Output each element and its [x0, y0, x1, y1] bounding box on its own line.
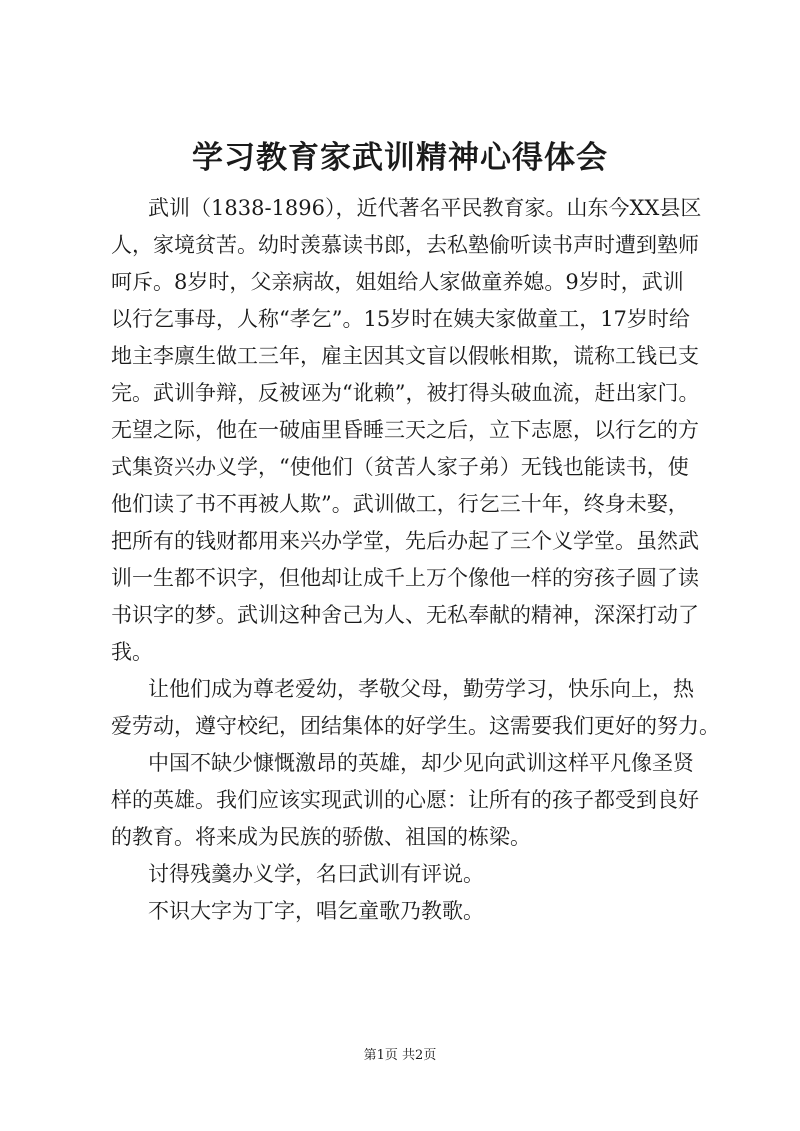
text-line: 讨得残羹办义学，名曰武训有评说。 — [148, 862, 484, 886]
text-line: 不识大字为丁字，唱乞童歌乃教歌。 — [148, 899, 484, 923]
text-line: 无望之际，他在一破庙里昏睡三天之后，立下志愿，以行乞的方 — [111, 418, 699, 442]
page-footer: 第1页 共2页 — [363, 1048, 437, 1063]
text-line: 中国不缺少慷慨激昂的英雄，却少见向武训这样平凡像圣贤 — [148, 751, 694, 775]
text-line: 他们读了书不再被人欺”。武训做工，行乞三十年，终身未娶， — [111, 492, 689, 516]
page-title: 学习教育家武训精神心得体会 — [192, 140, 608, 176]
text-line: 人，家境贫苦。幼时羡慕读书郎，去私塾偷听读书声时遭到塾师 — [111, 233, 699, 257]
paragraph — [111, 856, 709, 893]
paragraph — [111, 190, 709, 671]
text-line: 让他们成为尊老爱幼，孝敬父母，勤劳学习，快乐向上，热 — [148, 677, 694, 701]
text-line: 我。 — [111, 640, 153, 664]
paragraph — [111, 893, 709, 930]
text-line: 地主李廪生做工三年，雇主因其文盲以假帐相欺，谎称工钱已支 — [111, 344, 699, 368]
text-line: 以行乞事母，人称“孝乞”。15岁时在姨夫家做童工，17岁时给 — [111, 307, 690, 331]
text-line: 武训（1838-1896），近代著名平民教育家。山东今XX县区 — [148, 196, 702, 220]
text-line: 训一生都不识字，但他却让成千上万个像他一样的穷孩子圆了读 — [111, 566, 699, 590]
text-line: 完。武训争辩，反被诬为“讹赖”，被打得头破血流，赶出家门。 — [111, 381, 700, 405]
paragraph — [111, 671, 720, 745]
text-line: 爱劳动，遵守校纪，团结集体的好学生。这需要我们更好的努力。 — [111, 714, 720, 738]
document-body — [111, 190, 720, 930]
paragraph — [111, 745, 709, 856]
text-line: 书识字的梦。武训这种舍己为人、无私奉献的精神，深深打动了 — [111, 603, 699, 627]
text-line: 的教育。将来成为民族的骄傲、祖国的栋梁。 — [111, 825, 531, 849]
text-line: 式集资兴办义学，“使他们（贫苦人家子弟）无钱也能读书，使 — [111, 455, 689, 479]
text-line: 呵斥。8岁时，父亲病故，姐姐给人家做童养媳。9岁时，武训 — [111, 270, 684, 294]
text-line: 样的英雄。我们应该实现武训的心愿：让所有的孩子都受到良好 — [111, 788, 699, 812]
text-line: 把所有的钱财都用来兴办学堂，先后办起了三个义学堂。虽然武 — [111, 529, 699, 553]
